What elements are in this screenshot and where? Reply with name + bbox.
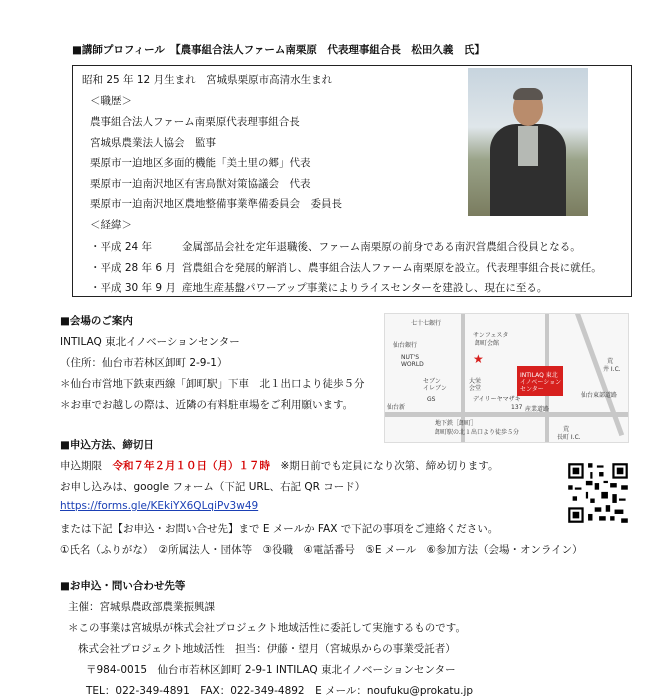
required-items-line: ①氏名（ふりがな） ②所属法人・団体等 ③役職 ④電話番号 ⑤E メール ⑥参加方法（会場・オンライン） <box>60 544 583 556</box>
map-label: GS <box>427 396 436 403</box>
contact-note: ＊この事業は宮城県が株式会社プロジェクト地域活性に委託して実施するものです。 <box>68 622 466 634</box>
contact-address: 〒984-0015 仙台市若林区卸町 2-9-1 INTILAQ 東北イノベーションセンター <box>86 664 456 676</box>
map-label: 仙台新 <box>387 404 406 411</box>
position-item: 栗原市一迫南沢地区農地整備事業準備委員会 委員長 <box>90 198 342 210</box>
map-label: INTILAQ 東北 <box>520 372 558 379</box>
map-label: 大栄 <box>469 378 482 385</box>
position-item: 農事組合法人ファーム南栗原代表理事組合長 <box>90 116 300 128</box>
venue-parking: ＊お車でお越しの際は、近隣の有料駐車場をご利用願います。 <box>60 399 354 411</box>
position-item: 栗原市一迫南沢地区有害鳥獣対策協議会 代表 <box>90 178 311 190</box>
map-label: デイリーヤマザキ <box>473 396 521 403</box>
map-label: 七十七銀行 <box>411 320 442 327</box>
map-label: 卸町会館 <box>475 340 500 347</box>
form-url-link[interactable]: https://forms.gle/KEkiYX6QLqiPv3w49 <box>60 500 259 512</box>
history-text: 金属部品会社を定年退職後、ファーム南栗原の前身である南沢営農組合役員となる。 <box>182 241 581 253</box>
contact-host: 主催：宮城県農政部農業振興課 <box>68 601 215 613</box>
map-label: 仙台銀行 <box>393 342 418 349</box>
deadline-note: ※期日前でも定員になり次第、締め切ります。 <box>270 460 499 472</box>
map-label: 荒 <box>607 358 614 365</box>
deadline-line <box>60 458 498 473</box>
map-label: NUT'S <box>401 354 420 361</box>
profile-born: 昭和 25 年 12 月生まれ 宮城県栗原市高清水生まれ <box>82 74 333 86</box>
map-label: 産業道路 <box>525 406 550 413</box>
map-label: サンフェスタ <box>473 332 509 339</box>
map-label: 仙台東部道路 <box>581 392 618 399</box>
map-label: WORLD <box>401 361 424 368</box>
venue-name: INTILAQ 東北イノベーションセンター <box>60 336 240 348</box>
positions-label: ＜職歴＞ <box>90 95 132 107</box>
map-label: センター <box>520 386 544 393</box>
deadline-value: 令和７年２月１０日（月）１７時 <box>112 460 270 472</box>
map-label: 地下鉄［卸町］ <box>435 420 478 427</box>
mail-fax-line: または下記【お申込・お問い合せ先】まで E メールか FAX で下記の事項をご連絡ください。 <box>60 523 499 535</box>
history-text: 営農組合を発展的解消し、農事組合法人ファーム南栗原を設立。代表理事組合長に就任。 <box>182 262 602 274</box>
map-label: 荒 <box>563 426 570 433</box>
contact-company: 株式会社プロジェクト地域活性 担当：伊藤・望月（宮城県からの事業受託者） <box>78 643 456 655</box>
profile-heading: ■講師プロフィール 【農事組合法人ファーム南栗原 代表理事組合長 松田久義 氏】 <box>72 44 485 56</box>
venue-address: （住所：仙台市若林区卸町 2-9-1） <box>60 357 228 369</box>
map-label: 会堂 <box>469 385 482 392</box>
history-label: ＜経緯＞ <box>90 219 132 231</box>
position-item: 栗原市一迫地区多面的機能「美土里の郷」代表 <box>90 157 311 169</box>
map-label: イノベーション <box>520 379 562 386</box>
map-label: イレブン <box>423 385 447 392</box>
venue-heading: ■会場のご案内 <box>60 315 133 327</box>
deadline-label: 申込期限 <box>60 460 113 472</box>
apply-heading: ■申込方法、締切日 <box>60 439 154 451</box>
history-text: 産地生産基盤パワーアップ事業によりライスセンターを建設し、現在に至る。 <box>182 282 548 294</box>
map-label: 長町 I.C. <box>557 434 581 441</box>
map-label: 卸町駅の北１出口より徒歩５分 <box>435 429 520 436</box>
star-icon: ★ <box>473 352 484 366</box>
google-form-line: お申し込みは、google フォーム（下記 URL、右記 QR コード） <box>60 481 366 493</box>
venue-map <box>384 313 629 443</box>
history-year: ・平成 30 年 9 月 <box>90 282 176 294</box>
instructor-photo <box>468 68 588 216</box>
map-label: 137 <box>511 404 523 411</box>
position-item: 宮城県農業法人協会 監事 <box>90 137 216 149</box>
history-year: ・平成 28 年 6 月 <box>90 262 176 274</box>
map-label: セブン <box>423 378 441 385</box>
contact-heading: ■お申込・問い合わせ先等 <box>60 580 186 592</box>
venue-access: ＊仙台市営地下鉄東西線「卸町駅」下車 北１出口より徒歩５分 <box>60 378 365 390</box>
contact-tel: TEL：022-349-4891 FAX：022-349-4892 E メール：noufuku@prokatu.jp <box>86 685 474 697</box>
qr-code-icon[interactable] <box>566 461 630 525</box>
history-year: ・平成 24 年 <box>90 241 153 253</box>
map-label: 井 I.C. <box>603 366 621 373</box>
